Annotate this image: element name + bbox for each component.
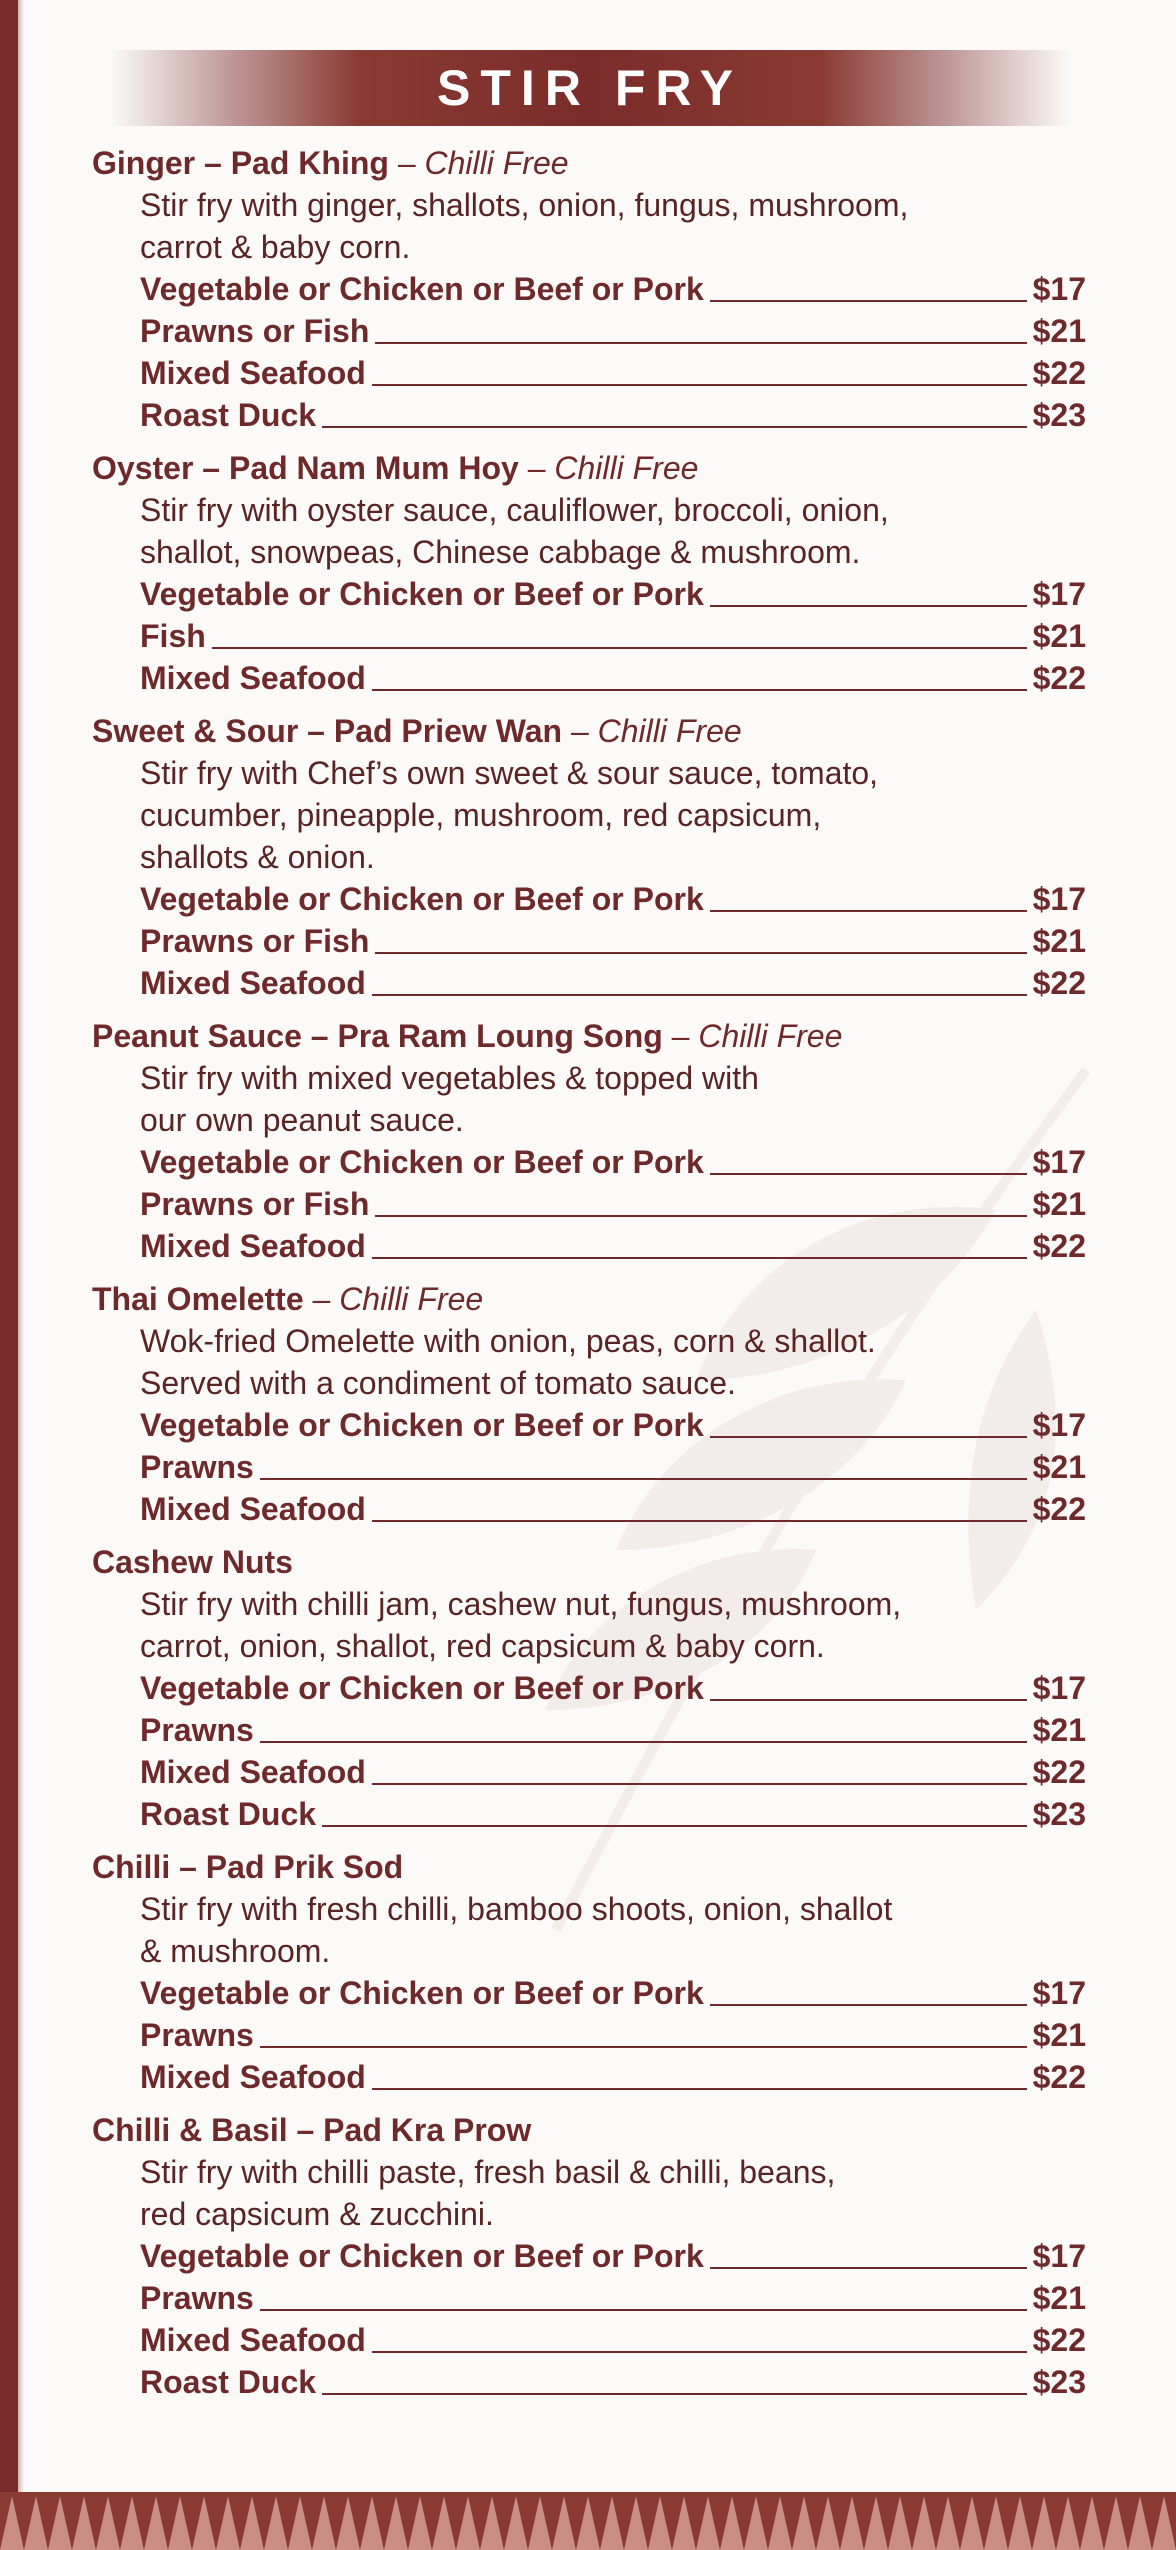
option-price: $17 [1032, 1670, 1086, 1706]
price-row [140, 878, 1086, 920]
price-row [140, 1667, 1086, 1709]
leader-line [710, 605, 1027, 607]
option-label: Prawns [140, 1712, 254, 1748]
price-row [140, 1404, 1086, 1446]
option-price: $22 [1032, 1754, 1086, 1790]
option-label: Vegetable or Chicken or Beef or Pork [140, 1670, 704, 1706]
leader-line [260, 1478, 1027, 1480]
leader-line [372, 2088, 1027, 2090]
option-price: $21 [1032, 923, 1086, 959]
chilli-note: Chilli Free [597, 713, 742, 749]
option-price: $21 [1032, 313, 1086, 349]
option-price: $22 [1032, 660, 1086, 696]
price-row [140, 352, 1086, 394]
option-label: Prawns or Fish [140, 923, 370, 959]
dish-description: Stir fry with chilli paste, fresh basil & chilli, beans, red capsicum & zucchini. [140, 2154, 836, 2232]
menu-section [92, 1015, 1086, 1267]
leader-line [322, 1825, 1027, 1827]
option-label: Vegetable or Chicken or Beef or Pork [140, 1975, 704, 2011]
dish-description: Wok-fried Omelette with onion, peas, corn & shallot. Served with a condiment of tomato sauce. [140, 1323, 876, 1401]
option-label: Prawns [140, 1449, 254, 1485]
option-label: Mixed Seafood [140, 1754, 366, 1790]
dish-heading [92, 1015, 1086, 1057]
dish-heading [92, 1846, 1086, 1888]
option-label: Vegetable or Chicken or Beef or Pork [140, 1144, 704, 1180]
option-price: $22 [1032, 1228, 1086, 1264]
dish-name: Chilli & Basil – Pad Kra Prow [92, 2112, 532, 2148]
leader-line [372, 1520, 1027, 1522]
price-row [140, 920, 1086, 962]
option-price: $17 [1032, 1407, 1086, 1443]
dish-name: Oyster – Pad Nam Mum Hoy [92, 450, 519, 486]
option-price: $17 [1032, 1975, 1086, 2011]
option-label: Vegetable or Chicken or Beef or Pork [140, 1407, 704, 1443]
option-price: $22 [1032, 355, 1086, 391]
price-row [140, 1141, 1086, 1183]
option-label: Mixed Seafood [140, 2322, 366, 2358]
option-label: Vegetable or Chicken or Beef or Pork [140, 271, 704, 307]
section-title: STIR FRY [437, 60, 743, 116]
leader-line [322, 426, 1027, 428]
leader-line [372, 689, 1027, 691]
leader-line [372, 994, 1027, 996]
dish-name: Sweet & Sour – Pad Priew Wan [92, 713, 563, 749]
leader-line [710, 1699, 1027, 1701]
chilli-note: Chilli Free [424, 145, 569, 181]
leader-line [710, 910, 1027, 912]
option-price: $22 [1032, 965, 1086, 1001]
menu-section [92, 447, 1086, 699]
price-row [140, 962, 1086, 1004]
menu-section [92, 1278, 1086, 1530]
leader-line [212, 647, 1027, 649]
option-price: $21 [1032, 618, 1086, 654]
dish-description: Stir fry with chilli jam, cashew nut, fungus, mushroom, carrot, onion, shallot, red capsicum & baby corn. [140, 1586, 902, 1664]
option-price: $17 [1032, 2238, 1086, 2274]
option-label: Vegetable or Chicken or Beef or Pork [140, 576, 704, 612]
dish-description: Stir fry with Chef’s own sweet & sour sauce, tomato, cucumber, pineapple, mushroom, red capsicum, shallots & onion. [140, 755, 879, 875]
option-price: $17 [1032, 271, 1086, 307]
option-label: Mixed Seafood [140, 355, 366, 391]
leader-line [710, 1173, 1027, 1175]
option-price: $21 [1032, 1712, 1086, 1748]
menu-list [92, 142, 1086, 2414]
menu-section [92, 2109, 1086, 2403]
option-label: Vegetable or Chicken or Beef or Pork [140, 881, 704, 917]
option-label: Prawns or Fish [140, 313, 370, 349]
dish-name: Peanut Sauce – Pra Ram Loung Song [92, 1018, 663, 1054]
price-row [140, 1709, 1086, 1751]
dish-separator: – [303, 1281, 340, 1317]
leader-line [260, 1741, 1027, 1743]
option-label: Prawns or Fish [140, 1186, 370, 1222]
price-row [140, 2235, 1086, 2277]
option-label: Roast Duck [140, 2364, 317, 2400]
dish-heading [92, 1541, 1086, 1583]
price-row [140, 268, 1086, 310]
option-price: $22 [1032, 1491, 1086, 1527]
price-row [140, 615, 1086, 657]
option-price: $21 [1032, 1449, 1086, 1485]
leader-line [372, 384, 1027, 386]
dish-description: Stir fry with oyster sauce, cauliflower, broccoli, onion, shallot, snowpeas, Chinese cabbage & mushroom. [140, 492, 889, 570]
leader-line [375, 952, 1026, 954]
option-price: $17 [1032, 1144, 1086, 1180]
option-label: Mixed Seafood [140, 660, 366, 696]
leader-line [710, 300, 1027, 302]
price-row [140, 1751, 1086, 1793]
leader-line [710, 2004, 1027, 2006]
chilli-note: Chilli Free [554, 450, 699, 486]
price-row [140, 1225, 1086, 1267]
dish-heading [92, 447, 1086, 489]
option-price: $22 [1032, 2059, 1086, 2095]
leader-line [372, 1257, 1027, 1259]
option-label: Vegetable or Chicken or Beef or Pork [140, 2238, 704, 2274]
dish-name: Cashew Nuts [92, 1544, 293, 1580]
option-price: $21 [1032, 1186, 1086, 1222]
option-label: Fish [140, 618, 206, 654]
dish-heading [92, 142, 1086, 184]
leader-line [372, 1783, 1027, 1785]
menu-section [92, 1846, 1086, 2098]
dish-name: Ginger – Pad Khing [92, 145, 389, 181]
option-price: $21 [1032, 2017, 1086, 2053]
dish-heading [92, 1278, 1086, 1320]
menu-section [92, 710, 1086, 1004]
price-row [140, 394, 1086, 436]
price-row [140, 1446, 1086, 1488]
leader-line [710, 1436, 1027, 1438]
dish-description: Stir fry with mixed vegetables & topped with our own peanut sauce. [140, 1060, 759, 1138]
dish-separator: – [562, 713, 598, 749]
option-price: $23 [1032, 1796, 1086, 1832]
option-price: $21 [1032, 2280, 1086, 2316]
option-price: $17 [1032, 576, 1086, 612]
decorative-bottom-border [0, 2492, 1176, 2550]
leader-line [260, 2309, 1027, 2311]
option-label: Mixed Seafood [140, 1228, 366, 1264]
option-label: Mixed Seafood [140, 965, 366, 1001]
dish-heading [92, 2109, 1086, 2151]
zigzag-teeth [0, 2496, 1176, 2550]
leader-line [260, 2046, 1027, 2048]
price-row [140, 2014, 1086, 2056]
leader-line [375, 342, 1026, 344]
dish-separator: – [662, 1018, 699, 1054]
price-row [140, 1793, 1086, 1835]
price-row [140, 2319, 1086, 2361]
option-label: Mixed Seafood [140, 1491, 366, 1527]
option-label: Roast Duck [140, 397, 317, 433]
dish-heading [92, 710, 1086, 752]
option-price: $22 [1032, 2322, 1086, 2358]
dish-description: Stir fry with ginger, shallots, onion, fungus, mushroom, carrot & baby corn. [140, 187, 909, 265]
dish-separator: – [388, 145, 425, 181]
dish-name: Thai Omelette [92, 1281, 304, 1317]
dish-name: Chilli – Pad Prik Sod [92, 1849, 404, 1885]
price-row [140, 1972, 1086, 2014]
price-row [140, 2277, 1086, 2319]
dish-description: Stir fry with fresh chilli, bamboo shoots, onion, shallot & mushroom. [140, 1891, 893, 1969]
option-price: $23 [1032, 397, 1086, 433]
menu-section [92, 142, 1086, 436]
option-label: Mixed Seafood [140, 2059, 366, 2095]
leader-line [710, 2267, 1027, 2269]
price-row [140, 573, 1086, 615]
menu-section [92, 1541, 1086, 1835]
option-label: Roast Duck [140, 1796, 317, 1832]
dish-separator: – [518, 450, 555, 486]
price-row [140, 2056, 1086, 2098]
chilli-note: Chilli Free [698, 1018, 843, 1054]
price-row [140, 2361, 1086, 2403]
price-row [140, 1183, 1086, 1225]
option-label: Prawns [140, 2280, 254, 2316]
price-row [140, 310, 1086, 352]
price-row [140, 657, 1086, 699]
option-price: $17 [1032, 881, 1086, 917]
option-price: $23 [1032, 2364, 1086, 2400]
section-header-band [110, 50, 1070, 126]
option-label: Prawns [140, 2017, 254, 2053]
price-row [140, 1488, 1086, 1530]
left-border-stripe [0, 0, 18, 2550]
zigzag-pattern [0, 2492, 1176, 2550]
leader-line [372, 2351, 1027, 2353]
leader-line [322, 2393, 1027, 2395]
chilli-note: Chilli Free [339, 1281, 484, 1317]
leader-line [375, 1215, 1026, 1217]
